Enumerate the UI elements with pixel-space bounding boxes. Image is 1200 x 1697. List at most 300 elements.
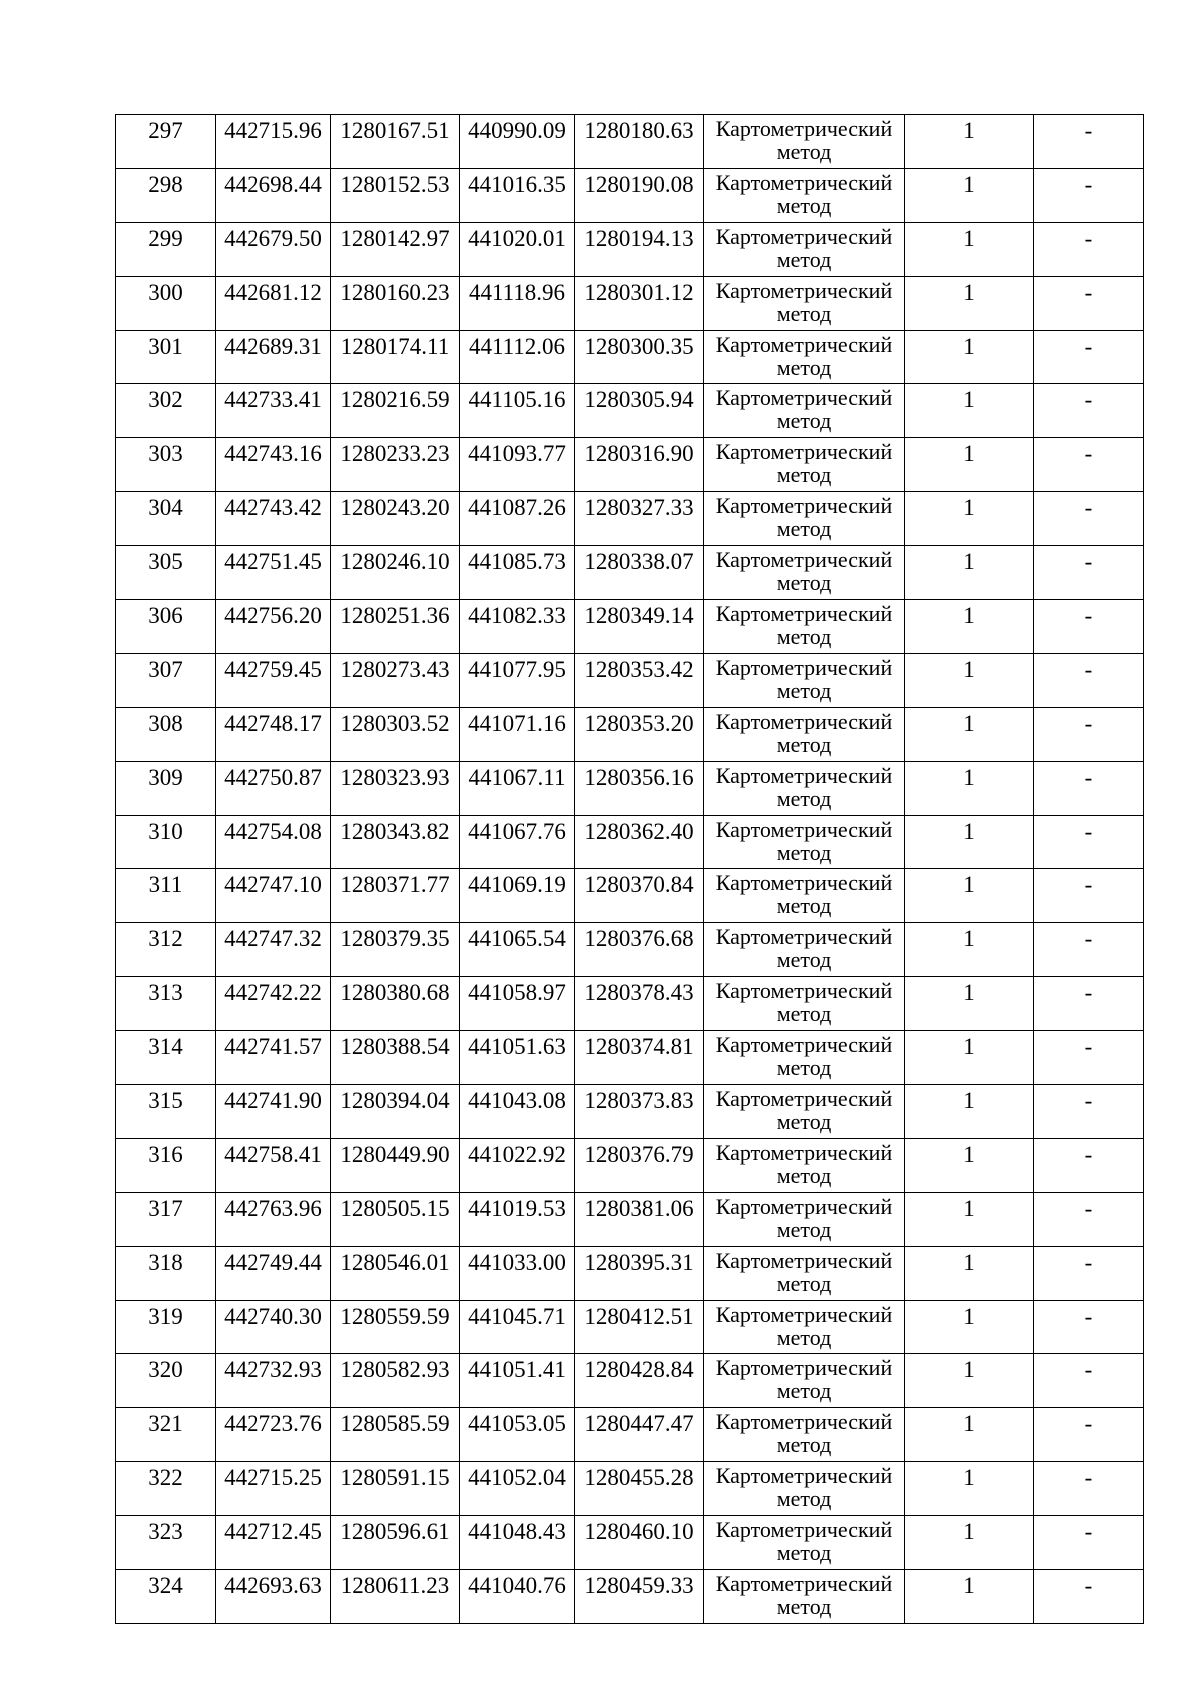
cell-accuracy: 1 xyxy=(905,222,1034,276)
method-line-2: метод xyxy=(776,1432,832,1458)
cell-point-number: 310 xyxy=(116,815,216,869)
cell-method xyxy=(704,761,905,815)
cell-y-coordinate: 1280379.35 xyxy=(331,923,460,977)
cell-point-number: 323 xyxy=(116,1516,216,1570)
cell-x-coordinate: 442723.76 xyxy=(216,1408,331,1462)
cell-method xyxy=(704,1031,905,1085)
cell-y-coordinate: 1280174.11 xyxy=(331,330,460,384)
cell-accuracy: 1 xyxy=(905,1300,1034,1354)
table-row xyxy=(116,1246,1144,1300)
cell-note: - xyxy=(1034,1192,1144,1246)
cell-y-coordinate: 1280371.77 xyxy=(331,869,460,923)
cell-note: - xyxy=(1034,330,1144,384)
method-line-1: Картометрический xyxy=(715,1571,893,1597)
method-line-1: Картометрический xyxy=(715,223,893,249)
method-line-1: Картометрический xyxy=(715,277,893,303)
method-line-2: метод xyxy=(776,947,832,973)
cell-y-coordinate-2: 1280370.84 xyxy=(575,869,704,923)
cell-note: - xyxy=(1034,1516,1144,1570)
table-row xyxy=(116,330,1144,384)
cell-method xyxy=(704,815,905,869)
method-line-1: Картометрический xyxy=(715,654,893,680)
cell-point-number: 305 xyxy=(116,546,216,600)
cell-accuracy: 1 xyxy=(905,1570,1034,1624)
method-line-2: метод xyxy=(776,1378,832,1404)
cell-point-number: 304 xyxy=(116,492,216,546)
cell-x-coordinate: 442747.32 xyxy=(216,923,331,977)
cell-y-coordinate-2: 1280374.81 xyxy=(575,1031,704,1085)
method-line-2: метод xyxy=(776,354,832,380)
cell-x-coordinate-2: 441112.06 xyxy=(460,330,575,384)
cell-y-coordinate: 1280251.36 xyxy=(331,600,460,654)
cell-accuracy: 1 xyxy=(905,761,1034,815)
cell-note: - xyxy=(1034,1462,1144,1516)
cell-y-coordinate-2: 1280349.14 xyxy=(575,600,704,654)
table-row xyxy=(116,168,1144,222)
cell-accuracy: 1 xyxy=(905,384,1034,438)
cell-x-coordinate-2: 441105.16 xyxy=(460,384,575,438)
cell-x-coordinate-2: 441067.11 xyxy=(460,761,575,815)
cell-y-coordinate-2: 1280378.43 xyxy=(575,977,704,1031)
cell-method xyxy=(704,168,905,222)
method-line-1: Картометрический xyxy=(715,1301,893,1327)
cell-point-number: 308 xyxy=(116,707,216,761)
cell-x-coordinate-2: 441093.77 xyxy=(460,438,575,492)
cell-y-coordinate-2: 1280338.07 xyxy=(575,546,704,600)
cell-y-coordinate-2: 1280381.06 xyxy=(575,1192,704,1246)
cell-y-coordinate-2: 1280305.94 xyxy=(575,384,704,438)
cell-x-coordinate-2: 441053.05 xyxy=(460,1408,575,1462)
method-line-1: Картометрический xyxy=(715,1463,893,1489)
cell-point-number: 313 xyxy=(116,977,216,1031)
cell-x-coordinate: 442733.41 xyxy=(216,384,331,438)
method-line-1: Картометрический xyxy=(715,1139,893,1165)
cell-accuracy: 1 xyxy=(905,869,1034,923)
cell-y-coordinate: 1280394.04 xyxy=(331,1085,460,1139)
cell-note: - xyxy=(1034,1354,1144,1408)
cell-point-number: 322 xyxy=(116,1462,216,1516)
table-row xyxy=(116,869,1144,923)
cell-note: - xyxy=(1034,1300,1144,1354)
cell-accuracy: 1 xyxy=(905,1138,1034,1192)
cell-x-coordinate-2: 440990.09 xyxy=(460,115,575,169)
cell-point-number: 299 xyxy=(116,222,216,276)
cell-y-coordinate-2: 1280327.33 xyxy=(575,492,704,546)
cell-method xyxy=(704,1085,905,1139)
cell-y-coordinate-2: 1280459.33 xyxy=(575,1570,704,1624)
cell-method xyxy=(704,600,905,654)
cell-y-coordinate: 1280273.43 xyxy=(331,653,460,707)
cell-y-coordinate: 1280233.23 xyxy=(331,438,460,492)
method-line-1: Картометрический xyxy=(715,493,893,519)
cell-x-coordinate-2: 441087.26 xyxy=(460,492,575,546)
cell-note: - xyxy=(1034,761,1144,815)
cell-y-coordinate: 1280582.93 xyxy=(331,1354,460,1408)
cell-x-coordinate: 442758.41 xyxy=(216,1138,331,1192)
cell-accuracy: 1 xyxy=(905,546,1034,600)
cell-accuracy: 1 xyxy=(905,168,1034,222)
table-row xyxy=(116,1570,1144,1624)
method-line-2: метод xyxy=(776,300,832,326)
table-row xyxy=(116,1085,1144,1139)
cell-x-coordinate-2: 441069.19 xyxy=(460,869,575,923)
cell-x-coordinate-2: 441048.43 xyxy=(460,1516,575,1570)
method-line-2: метод xyxy=(776,192,832,218)
table-row xyxy=(116,546,1144,600)
cell-x-coordinate: 442715.25 xyxy=(216,1462,331,1516)
cell-point-number: 315 xyxy=(116,1085,216,1139)
cell-y-coordinate-2: 1280373.83 xyxy=(575,1085,704,1139)
method-line-1: Картометрический xyxy=(715,870,893,896)
cell-note: - xyxy=(1034,600,1144,654)
cell-accuracy: 1 xyxy=(905,977,1034,1031)
cell-note: - xyxy=(1034,168,1144,222)
method-line-1: Картометрический xyxy=(715,385,893,411)
cell-note: - xyxy=(1034,1031,1144,1085)
cell-x-coordinate: 442732.93 xyxy=(216,1354,331,1408)
cell-x-coordinate: 442698.44 xyxy=(216,168,331,222)
cell-method xyxy=(704,1300,905,1354)
table-row xyxy=(116,1031,1144,1085)
cell-method xyxy=(704,1516,905,1570)
cell-accuracy: 1 xyxy=(905,1408,1034,1462)
cell-y-coordinate-2: 1280316.90 xyxy=(575,438,704,492)
table-row xyxy=(116,1408,1144,1462)
cell-y-coordinate-2: 1280455.28 xyxy=(575,1462,704,1516)
cell-y-coordinate-2: 1280447.47 xyxy=(575,1408,704,1462)
cell-x-coordinate: 442741.57 xyxy=(216,1031,331,1085)
cell-point-number: 324 xyxy=(116,1570,216,1624)
cell-method xyxy=(704,977,905,1031)
cell-y-coordinate: 1280449.90 xyxy=(331,1138,460,1192)
cell-y-coordinate-2: 1280300.35 xyxy=(575,330,704,384)
cell-accuracy: 1 xyxy=(905,653,1034,707)
cell-note: - xyxy=(1034,977,1144,1031)
cell-point-number: 300 xyxy=(116,276,216,330)
table-body xyxy=(116,115,1144,1624)
cell-note: - xyxy=(1034,492,1144,546)
cell-x-coordinate-2: 441019.53 xyxy=(460,1192,575,1246)
method-line-2: метод xyxy=(776,139,832,164)
method-line-2: метод xyxy=(776,1001,832,1027)
cell-x-coordinate: 442712.45 xyxy=(216,1516,331,1570)
method-line-1: Картометрический xyxy=(715,1032,893,1058)
cell-method xyxy=(704,1138,905,1192)
cell-point-number: 311 xyxy=(116,869,216,923)
cell-note: - xyxy=(1034,1138,1144,1192)
cell-accuracy: 1 xyxy=(905,115,1034,169)
cell-point-number: 321 xyxy=(116,1408,216,1462)
table-row xyxy=(116,923,1144,977)
cell-y-coordinate-2: 1280412.51 xyxy=(575,1300,704,1354)
cell-y-coordinate-2: 1280376.68 xyxy=(575,923,704,977)
method-line-2: метод xyxy=(776,462,832,488)
table-row xyxy=(116,1300,1144,1354)
cell-y-coordinate: 1280505.15 xyxy=(331,1192,460,1246)
cell-x-coordinate: 442750.87 xyxy=(216,761,331,815)
method-line-1: Картометрический xyxy=(715,439,893,465)
method-line-1: Картометрический xyxy=(715,1355,893,1381)
method-line-2: метод xyxy=(776,1216,832,1242)
cell-y-coordinate-2: 1280376.79 xyxy=(575,1138,704,1192)
table-row xyxy=(116,384,1144,438)
method-line-2: метод xyxy=(776,1540,832,1566)
method-line-1: Картометрический xyxy=(715,547,893,573)
cell-accuracy: 1 xyxy=(905,438,1034,492)
cell-accuracy: 1 xyxy=(905,492,1034,546)
cell-accuracy: 1 xyxy=(905,276,1034,330)
cell-point-number: 317 xyxy=(116,1192,216,1246)
cell-note: - xyxy=(1034,438,1144,492)
cell-x-coordinate-2: 441040.76 xyxy=(460,1570,575,1624)
cell-accuracy: 1 xyxy=(905,1354,1034,1408)
cell-method xyxy=(704,923,905,977)
method-line-2: метод xyxy=(776,624,832,650)
cell-method xyxy=(704,384,905,438)
cell-point-number: 318 xyxy=(116,1246,216,1300)
cell-x-coordinate: 442747.10 xyxy=(216,869,331,923)
cell-y-coordinate-2: 1280428.84 xyxy=(575,1354,704,1408)
cell-note: - xyxy=(1034,653,1144,707)
method-line-1: Картометрический xyxy=(715,924,893,950)
cell-note: - xyxy=(1034,546,1144,600)
cell-method xyxy=(704,1408,905,1462)
cell-point-number: 312 xyxy=(116,923,216,977)
table-row xyxy=(116,761,1144,815)
cell-method xyxy=(704,1192,905,1246)
cell-x-coordinate: 442748.17 xyxy=(216,707,331,761)
cell-y-coordinate: 1280611.23 xyxy=(331,1570,460,1624)
cell-x-coordinate-2: 441085.73 xyxy=(460,546,575,600)
cell-x-coordinate-2: 441082.33 xyxy=(460,600,575,654)
method-line-1: Картометрический xyxy=(715,1247,893,1273)
method-line-2: метод xyxy=(776,1270,832,1296)
cell-accuracy: 1 xyxy=(905,1192,1034,1246)
cell-accuracy: 1 xyxy=(905,815,1034,869)
cell-y-coordinate-2: 1280190.08 xyxy=(575,168,704,222)
cell-method xyxy=(704,492,905,546)
cell-x-coordinate-2: 441058.97 xyxy=(460,977,575,1031)
cell-x-coordinate: 442743.16 xyxy=(216,438,331,492)
method-line-2: метод xyxy=(776,677,832,703)
method-line-1: Картометрический xyxy=(715,331,893,357)
cell-accuracy: 1 xyxy=(905,600,1034,654)
method-line-2: метод xyxy=(776,1324,832,1350)
cell-note: - xyxy=(1034,923,1144,977)
cell-y-coordinate: 1280380.68 xyxy=(331,977,460,1031)
cell-y-coordinate-2: 1280362.40 xyxy=(575,815,704,869)
cell-note: - xyxy=(1034,815,1144,869)
cell-point-number: 316 xyxy=(116,1138,216,1192)
cell-x-coordinate-2: 441071.16 xyxy=(460,707,575,761)
cell-note: - xyxy=(1034,869,1144,923)
cell-x-coordinate: 442715.96 xyxy=(216,115,331,169)
cell-x-coordinate-2: 441067.76 xyxy=(460,815,575,869)
cell-y-coordinate: 1280559.59 xyxy=(331,1300,460,1354)
cell-y-coordinate: 1280167.51 xyxy=(331,115,460,169)
cell-x-coordinate: 442740.30 xyxy=(216,1300,331,1354)
cell-y-coordinate: 1280152.53 xyxy=(331,168,460,222)
cell-accuracy: 1 xyxy=(905,1246,1034,1300)
cell-y-coordinate: 1280596.61 xyxy=(331,1516,460,1570)
method-line-2: метод xyxy=(776,1162,832,1188)
cell-y-coordinate-2: 1280301.12 xyxy=(575,276,704,330)
cell-y-coordinate: 1280160.23 xyxy=(331,276,460,330)
cell-point-number: 306 xyxy=(116,600,216,654)
cell-x-coordinate: 442689.31 xyxy=(216,330,331,384)
method-line-2: метод xyxy=(776,516,832,542)
cell-method xyxy=(704,222,905,276)
cell-note: - xyxy=(1034,1408,1144,1462)
cell-y-coordinate-2: 1280353.20 xyxy=(575,707,704,761)
cell-method xyxy=(704,707,905,761)
cell-accuracy: 1 xyxy=(905,1462,1034,1516)
cell-point-number: 302 xyxy=(116,384,216,438)
table-row xyxy=(116,600,1144,654)
method-line-1: Картометрический xyxy=(715,116,893,141)
cell-point-number: 301 xyxy=(116,330,216,384)
cell-x-coordinate-2: 441020.01 xyxy=(460,222,575,276)
cell-x-coordinate: 442742.22 xyxy=(216,977,331,1031)
cell-point-number: 303 xyxy=(116,438,216,492)
cell-method xyxy=(704,276,905,330)
method-line-1: Картометрический xyxy=(715,1086,893,1112)
method-line-1: Картометрический xyxy=(715,708,893,734)
table-row xyxy=(116,1138,1144,1192)
cell-x-coordinate: 442763.96 xyxy=(216,1192,331,1246)
cell-y-coordinate-2: 1280395.31 xyxy=(575,1246,704,1300)
cell-method xyxy=(704,330,905,384)
cell-method xyxy=(704,438,905,492)
cell-y-coordinate-2: 1280353.42 xyxy=(575,653,704,707)
cell-x-coordinate: 442693.63 xyxy=(216,1570,331,1624)
method-line-2: метод xyxy=(776,1594,832,1620)
cell-x-coordinate-2: 441118.96 xyxy=(460,276,575,330)
cell-note: - xyxy=(1034,1085,1144,1139)
method-line-1: Картометрический xyxy=(715,601,893,627)
coordinates-table xyxy=(115,114,1144,1624)
method-line-2: метод xyxy=(776,408,832,434)
cell-method xyxy=(704,1462,905,1516)
method-line-2: метод xyxy=(776,893,832,919)
method-line-1: Картометрический xyxy=(715,978,893,1004)
cell-y-coordinate: 1280388.54 xyxy=(331,1031,460,1085)
cell-x-coordinate-2: 441043.08 xyxy=(460,1085,575,1139)
cell-x-coordinate: 442681.12 xyxy=(216,276,331,330)
cell-point-number: 319 xyxy=(116,1300,216,1354)
table-row xyxy=(116,815,1144,869)
cell-x-coordinate: 442743.42 xyxy=(216,492,331,546)
cell-y-coordinate: 1280585.59 xyxy=(331,1408,460,1462)
cell-x-coordinate: 442754.08 xyxy=(216,815,331,869)
cell-y-coordinate: 1280142.97 xyxy=(331,222,460,276)
cell-method xyxy=(704,869,905,923)
cell-method xyxy=(704,1570,905,1624)
cell-point-number: 314 xyxy=(116,1031,216,1085)
cell-x-coordinate: 442749.44 xyxy=(216,1246,331,1300)
cell-y-coordinate: 1280246.10 xyxy=(331,546,460,600)
cell-note: - xyxy=(1034,707,1144,761)
cell-y-coordinate-2: 1280180.63 xyxy=(575,115,704,169)
table-row xyxy=(116,438,1144,492)
cell-accuracy: 1 xyxy=(905,923,1034,977)
cell-y-coordinate: 1280546.01 xyxy=(331,1246,460,1300)
cell-y-coordinate-2: 1280356.16 xyxy=(575,761,704,815)
method-line-1: Картометрический xyxy=(715,1193,893,1219)
method-line-2: метод xyxy=(776,1486,832,1512)
cell-accuracy: 1 xyxy=(905,330,1034,384)
method-line-1: Картометрический xyxy=(715,762,893,788)
cell-y-coordinate-2: 1280460.10 xyxy=(575,1516,704,1570)
cell-method xyxy=(704,653,905,707)
cell-x-coordinate-2: 441051.63 xyxy=(460,1031,575,1085)
cell-x-coordinate-2: 441016.35 xyxy=(460,168,575,222)
cell-y-coordinate: 1280243.20 xyxy=(331,492,460,546)
table-row xyxy=(116,492,1144,546)
cell-y-coordinate: 1280323.93 xyxy=(331,761,460,815)
cell-x-coordinate: 442741.90 xyxy=(216,1085,331,1139)
cell-note: - xyxy=(1034,115,1144,169)
cell-point-number: 297 xyxy=(116,115,216,169)
cell-x-coordinate: 442679.50 xyxy=(216,222,331,276)
method-line-2: метод xyxy=(776,785,832,811)
cell-method xyxy=(704,1354,905,1408)
cell-method xyxy=(704,1246,905,1300)
cell-x-coordinate-2: 441052.04 xyxy=(460,1462,575,1516)
method-line-2: метод xyxy=(776,1055,832,1081)
method-line-1: Картометрический xyxy=(715,169,893,195)
cell-point-number: 320 xyxy=(116,1354,216,1408)
cell-note: - xyxy=(1034,1246,1144,1300)
cell-point-number: 298 xyxy=(116,168,216,222)
cell-y-coordinate: 1280303.52 xyxy=(331,707,460,761)
method-line-2: метод xyxy=(776,731,832,757)
table-row xyxy=(116,977,1144,1031)
cell-note: - xyxy=(1034,384,1144,438)
cell-x-coordinate: 442751.45 xyxy=(216,546,331,600)
method-line-1: Картометрический xyxy=(715,816,893,842)
table-row xyxy=(116,707,1144,761)
cell-x-coordinate-2: 441022.92 xyxy=(460,1138,575,1192)
cell-x-coordinate-2: 441065.54 xyxy=(460,923,575,977)
cell-x-coordinate-2: 441033.00 xyxy=(460,1246,575,1300)
cell-note: - xyxy=(1034,276,1144,330)
cell-y-coordinate: 1280591.15 xyxy=(331,1462,460,1516)
cell-y-coordinate: 1280216.59 xyxy=(331,384,460,438)
table-row xyxy=(116,653,1144,707)
cell-accuracy: 1 xyxy=(905,1031,1034,1085)
cell-y-coordinate-2: 1280194.13 xyxy=(575,222,704,276)
method-line-2: метод xyxy=(776,839,832,865)
cell-accuracy: 1 xyxy=(905,1085,1034,1139)
cell-point-number: 309 xyxy=(116,761,216,815)
table-row xyxy=(116,1354,1144,1408)
cell-method xyxy=(704,115,905,169)
cell-accuracy: 1 xyxy=(905,1516,1034,1570)
cell-x-coordinate: 442759.45 xyxy=(216,653,331,707)
table-row xyxy=(116,115,1144,169)
cell-x-coordinate-2: 441051.41 xyxy=(460,1354,575,1408)
cell-x-coordinate-2: 441045.71 xyxy=(460,1300,575,1354)
method-line-2: метод xyxy=(776,570,832,596)
table-row xyxy=(116,1462,1144,1516)
table-row xyxy=(116,1192,1144,1246)
cell-note: - xyxy=(1034,222,1144,276)
table-row xyxy=(116,276,1144,330)
cell-method xyxy=(704,546,905,600)
cell-note: - xyxy=(1034,1570,1144,1624)
cell-point-number: 307 xyxy=(116,653,216,707)
